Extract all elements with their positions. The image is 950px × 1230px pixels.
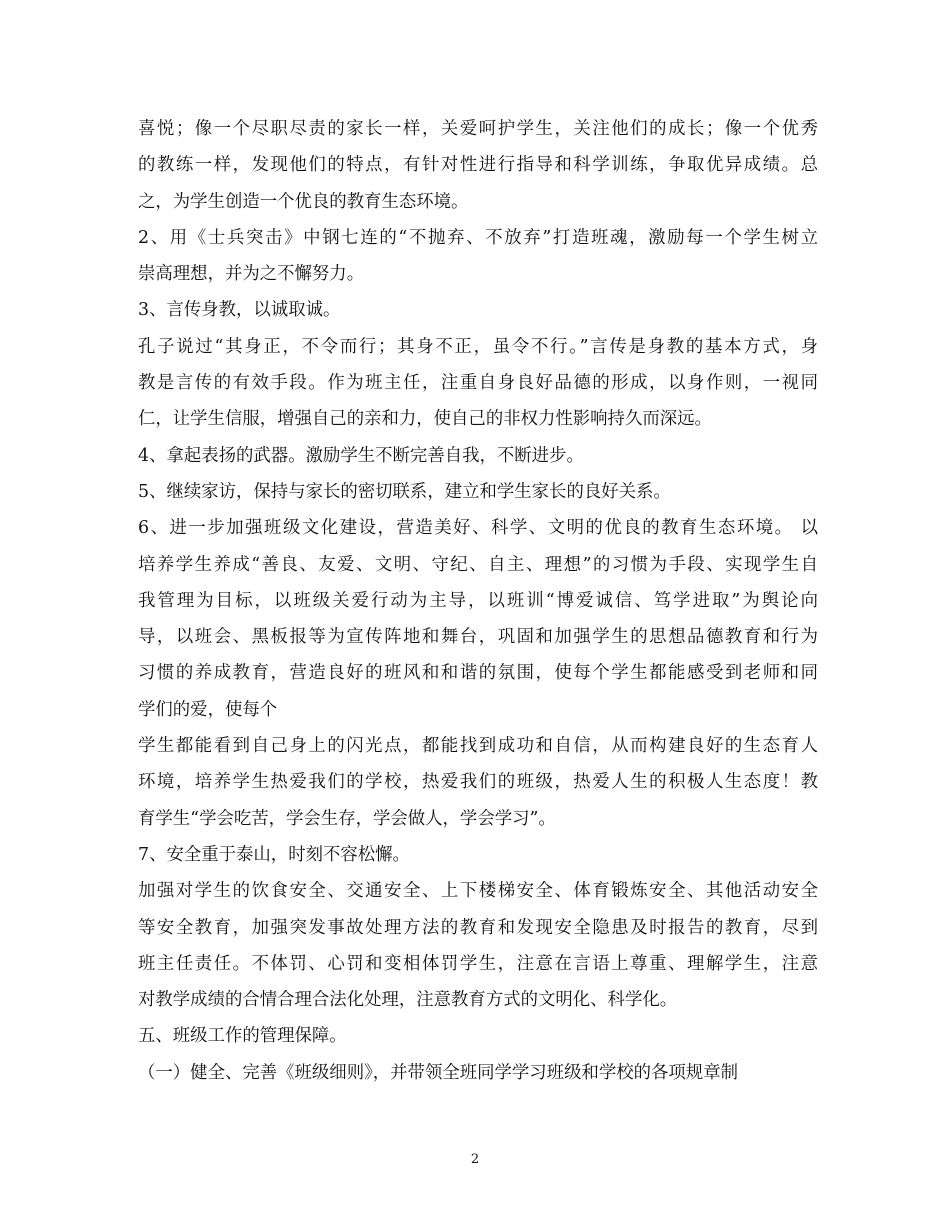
text-line: 学们的爱，使每个 xyxy=(138,699,278,720)
text-line: 的教练一样，发现他们的特点，有针对性进行指导和科学训练，争取优异成绩。总 xyxy=(138,155,818,176)
text-line: 5、继续家访，保持与家长的密切联系，建立和学生家长的良好关系。 xyxy=(138,481,671,502)
text-line: 育学生“学会吃苦，学会生存，学会做人，学会学习”。 xyxy=(138,808,556,829)
text-line: 导，以班会、黑板报等为宣传阵地和舞台，巩固和加强学生的思想品德教育和行为 xyxy=(138,627,818,648)
text-line: 喜悦；像一个尽职尽责的家长一样，关爱呵护学生，关注他们的成长；像一个优秀 xyxy=(138,119,818,139)
text-line: 习惯的养成教育，营造良好的班风和和谐的氛围，使每个学生都能感受到老师和同 xyxy=(138,663,818,684)
text-line: 学生都能看到自己身上的闪光点，都能找到成功和自信，从而构建良好的生态育人 xyxy=(138,736,818,757)
text-line: 7、安全重于泰山，时刻不容松懈。 xyxy=(138,844,410,865)
text-line: 教是言传的有效手段。作为班主任，注重自身良好品德的形成，以身作则，一视同 xyxy=(138,373,818,394)
text-line: 班主任责任。不体罚、心罚和变相体罚学生，注意在言语上尊重、理解学生，注意 xyxy=(138,953,818,974)
page-number: 2 xyxy=(470,1152,480,1167)
text-line: 培养学生养成“善良、友爱、文明、守纪、自主、理想”的习惯为手段、实现学生自 xyxy=(138,554,818,575)
text-line: 孔子说过“其身正，不令而行；其身不正，虽令不行。”言传是身教的基本方式，身 xyxy=(138,336,818,357)
text-line: 环境，培养学生热爱我们的学校，热爱我们的班级，热爱人生的积极人生态度！教 xyxy=(138,772,818,793)
text-line: 等安全教育，加强突发事故处理方法的教育和发现安全隐患及时报告的教育，尽到 xyxy=(138,917,818,938)
text-line: 3、言传身教，以诚取诚。 xyxy=(138,300,341,321)
text-line: 我管理为目标，以班级关爱行动为主导，以班训“博爱诚信、笃学进取”为舆论向 xyxy=(138,590,818,611)
text-line: 仁，让学生信服，增强自己的亲和力，使自己的非权力性影响持久而深远。 xyxy=(138,409,712,430)
text-line: 崇高理想，并为之不懈努力。 xyxy=(138,264,365,285)
text-line: 五、班级工作的管理保障。 xyxy=(138,1026,347,1047)
text-line: 4、拿起表扬的武器。激励学生不断完善自我，不断进步。 xyxy=(138,445,584,466)
text-line: （一）健全、完善《班级细则》，并带领全班同学学习班级和学校的各项规章制 xyxy=(138,1062,738,1083)
text-line: 之，为学生创造一个优良的教育生态环境。 xyxy=(138,191,469,212)
text-line: 加强对学生的饮食安全、交通安全、上下楼梯安全、体育锻炼安全、其他活动安全 xyxy=(138,881,818,902)
body-text xyxy=(138,111,818,1091)
text-line: 6、进一步加强班级文化建设，营造美好、科学、文明的优良的教育生态环境。 以 xyxy=(138,518,818,539)
text-line: 2、用《士兵突击》中钢七连的“不抛弃、不放弃”打造班魂，激励每一个学生树立 xyxy=(138,227,818,248)
text-line: 对教学成绩的合情合理合法化处理，注意教育方式的文明化、科学化。 xyxy=(138,990,678,1011)
